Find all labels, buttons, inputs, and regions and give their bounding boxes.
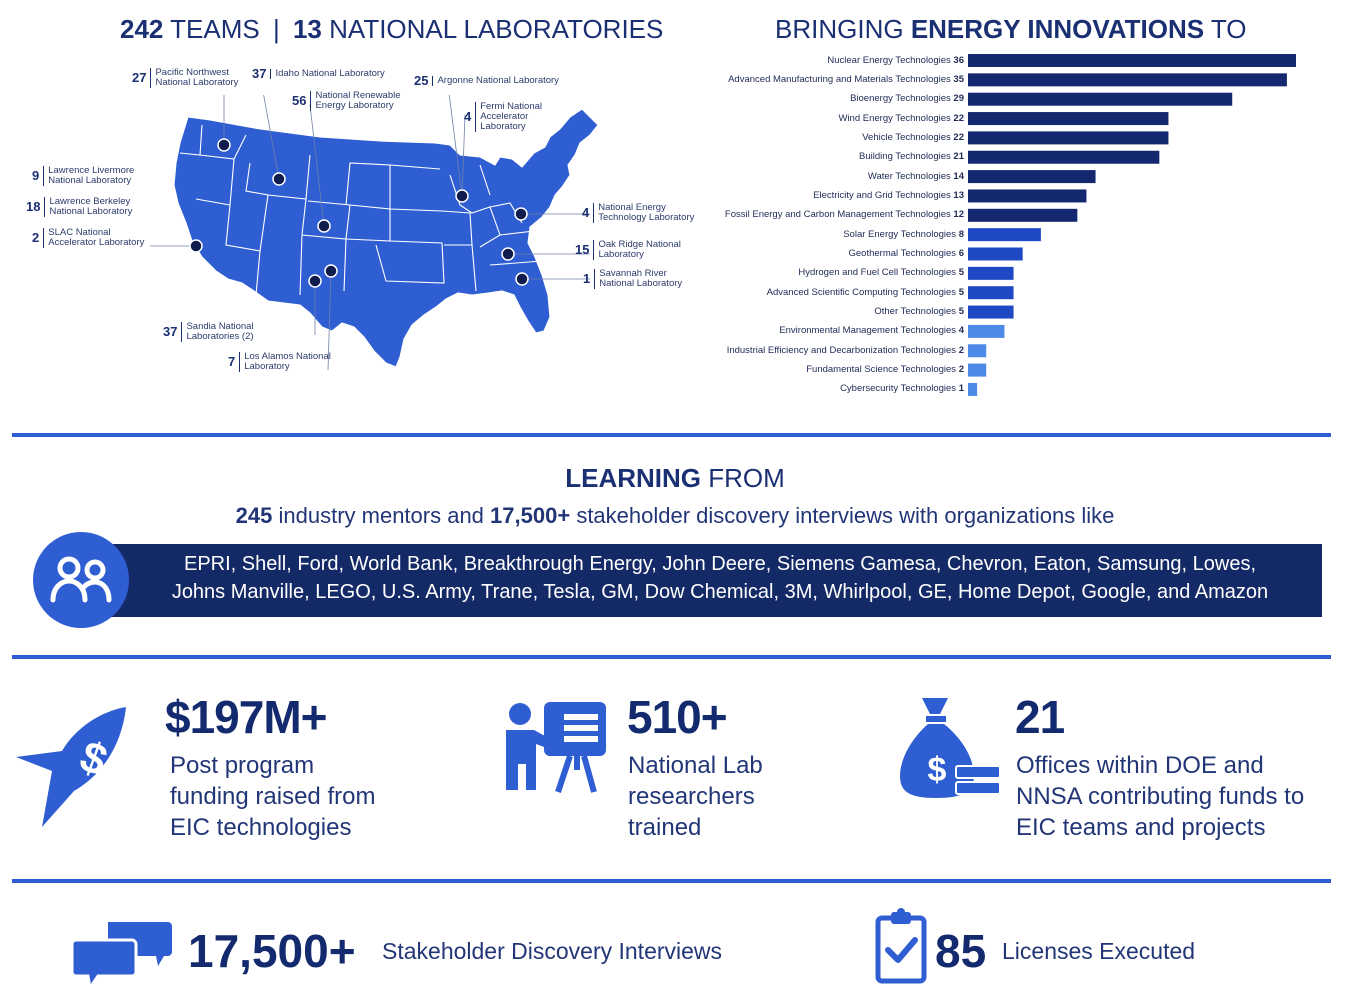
- clipboard-check-icon: [875, 908, 927, 984]
- bar-category-11: Hydrogen and Fuel Cell Technologies: [798, 267, 959, 279]
- bar-value-16: 2: [958, 364, 964, 376]
- bar-value-14: 4: [958, 325, 964, 337]
- divider-2: [12, 655, 1331, 659]
- bar-0: [968, 54, 1296, 67]
- chat-bubbles-icon: [72, 920, 172, 990]
- learning-title-rest: FROM: [708, 463, 785, 493]
- bar-category-14: Environmental Management Technologies: [779, 325, 959, 337]
- bar-category-1: Advanced Manufacturing and Materials Technologies: [728, 73, 954, 85]
- bar-11: [968, 267, 1014, 280]
- bar-value-4: 22: [953, 131, 964, 143]
- bar-category-7: Electricity and Grid Technologies: [813, 189, 954, 201]
- bar-3: [968, 112, 1168, 125]
- bar-label-1: [728, 74, 964, 85]
- licenses-value: 85: [935, 925, 987, 977]
- labs-count: 13: [292, 14, 322, 44]
- lab-label-argonne: 25 Argonne National Laboratory: [414, 73, 559, 88]
- mentors-text: industry mentors and: [278, 503, 484, 528]
- bar-category-17: Cybersecurity Technologies: [840, 383, 959, 395]
- money-bag-icon: [898, 696, 1003, 801]
- bar-17: [968, 383, 977, 396]
- stat-researchers-desc: National Lab researchers trained: [628, 752, 763, 841]
- interviews-count: 17,500+: [490, 503, 571, 528]
- marker-inl: [273, 173, 285, 185]
- lab-label-ornl: 15 Oak Ridge National Laboratory: [575, 240, 688, 260]
- marker-srnl: [516, 273, 528, 285]
- bar-label-12: [767, 287, 964, 298]
- bar-label-2: [850, 93, 964, 104]
- bar-value-15: 2: [958, 344, 964, 356]
- marker-pnnl: [218, 139, 230, 151]
- stat-offices-value: 21: [1015, 691, 1065, 743]
- learning-subtitle: [0, 503, 1350, 529]
- energy-header-bold: ENERGY INNOVATIONS: [910, 14, 1205, 44]
- bar-category-15: Industrial Efficiency and Decarbonization Technologies: [726, 344, 959, 356]
- bar-label-8: [725, 209, 964, 220]
- bar-1: [968, 73, 1287, 86]
- bar-4: [968, 131, 1168, 144]
- orgs-line-1: EPRI, Shell, Ford, World Bank, Breakthrough Energy, John Deere, Siemens Gamesa, Chevron, Eaton, Samsung, Lowes,: [183, 553, 1256, 575]
- stat-funding-desc: Post program funding raised from EIC technologies: [170, 752, 376, 841]
- svg-text:$: $: [927, 751, 947, 789]
- bar-13: [968, 306, 1014, 319]
- bar-category-10: Geothermal Technologies: [848, 248, 959, 259]
- lab-label-nrel: 56 National Renewable Energy Laboratory: [292, 91, 403, 111]
- bar-5: [968, 151, 1159, 164]
- bar-value-5: 21: [953, 151, 964, 163]
- bar-label-5: [859, 151, 964, 162]
- lab-label-sandia: 37 Sandia National Laboratories (2): [163, 322, 266, 342]
- bar-label-9: [843, 229, 964, 240]
- bar-category-4: Vehicle Technologies: [862, 131, 954, 143]
- bar-chart-labels: [700, 0, 964, 400]
- bar-value-2: 29: [953, 93, 964, 105]
- bar-value-6: 14: [953, 170, 964, 182]
- energy-header-prefix: BRINGING: [775, 14, 904, 44]
- svg-text:$: $: [73, 731, 114, 786]
- presenter-icon: [500, 700, 610, 795]
- lab-label-lbnl: 18 Lawrence Berkeley National Laboratory: [26, 197, 137, 217]
- divider-3: [12, 879, 1331, 883]
- bar-9: [968, 228, 1041, 241]
- divider-1: [12, 433, 1331, 437]
- interviews-value: 17,500+: [188, 925, 356, 977]
- bar-label-7: [813, 190, 964, 201]
- header-separator: |: [272, 14, 280, 44]
- marker-netl: [515, 208, 527, 220]
- licenses-label: Licenses Executed: [1002, 938, 1196, 964]
- interviews-text: stakeholder discovery interviews with organizations like: [576, 503, 1115, 528]
- bar-6: [968, 170, 1096, 183]
- bar-category-16: Fundamental Science Technologies: [806, 364, 959, 376]
- interviews-label: Stakeholder Discovery Interviews: [382, 938, 723, 964]
- bar-category-2: Bioenergy Technologies: [850, 93, 954, 105]
- bar-label-13: [874, 306, 964, 317]
- bar-2: [968, 93, 1232, 106]
- bar-category-6: Water Technologies: [867, 170, 954, 182]
- bar-label-3: [838, 113, 964, 124]
- bar-category-13: Other Technologies: [874, 306, 959, 318]
- bar-category-3: Wind Energy Technologies: [838, 112, 954, 124]
- bar-category-8: Fossil Energy and Carbon Management Technologies: [724, 209, 954, 221]
- marker-california: [190, 240, 202, 252]
- bar-value-10: 6: [958, 248, 964, 259]
- bar-value-8: 12: [953, 209, 964, 221]
- bar-value-3: 22: [953, 112, 964, 124]
- bar-14: [968, 325, 1004, 338]
- bar-value-7: 13: [953, 189, 964, 201]
- people-icon: [33, 532, 129, 628]
- mentors-count: 245: [235, 503, 273, 528]
- bar-category-5: Building Technologies: [859, 151, 954, 163]
- marker-nrel: [318, 220, 330, 232]
- lab-label-los-alamos: 7 Los Alamos National Laboratory: [228, 352, 334, 372]
- energy-header-suffix: TO: [1210, 14, 1247, 44]
- bar-15: [968, 344, 986, 357]
- labs-word: NATIONAL LABORATORIES: [329, 14, 664, 44]
- bar-value-12: 5: [958, 286, 964, 298]
- labs-header: [120, 14, 663, 45]
- bar-category-12: Advanced Scientific Computing Technologies: [766, 286, 959, 298]
- teams-count: 242: [120, 14, 164, 44]
- learning-title-bold: LEARNING: [565, 463, 701, 493]
- marker-sandia: [309, 275, 321, 287]
- lab-label-llnl: 9 Lawrence Livermore National Laboratory: [32, 165, 135, 186]
- bar-8: [968, 209, 1077, 222]
- bar-label-17: [840, 383, 964, 394]
- bar-label-16: [806, 364, 964, 375]
- stat-offices-desc: Offices within DOE and NNSA contributing funds to EIC teams and projects: [1016, 752, 1305, 841]
- bar-10: [968, 248, 1023, 261]
- bar-label-15: [727, 345, 964, 356]
- bar-value-11: 5: [958, 267, 964, 279]
- orgs-line-2: Johns Manville, LEGO, U.S. Army, Trane, Tesla, GM, Dow Chemical, 3M, Whirlpool, GE, Home Depot, Google, and Amazon: [171, 581, 1269, 603]
- bar-chart: [968, 0, 1308, 400]
- stat-researchers-value: 510+: [627, 691, 727, 743]
- rocket-dollar-icon: [14, 705, 134, 830]
- bar-12: [968, 286, 1014, 299]
- lab-label-slac: 2 SLAC National Accelerator Laboratory: [32, 228, 148, 248]
- bar-value-9: 8: [958, 228, 964, 240]
- lab-label-inl: 37 Idaho National Laboratory: [252, 66, 385, 81]
- marker-ornl: [502, 248, 514, 260]
- orgs-text: [130, 550, 1310, 606]
- lab-label-fermi: 4 Fermi National Accelerator Laboratory: [464, 102, 548, 132]
- bar-label-4: [862, 132, 964, 143]
- bar-value-1: 35: [953, 73, 964, 85]
- bar-label-14: [779, 325, 964, 336]
- marker-argonne: [456, 190, 468, 202]
- teams-word: TEAMS: [170, 14, 260, 44]
- marker-los-alamos: [325, 265, 337, 277]
- bar-16: [968, 364, 986, 377]
- bar-value-13: 5: [958, 306, 964, 318]
- people-icon-circle: [33, 532, 129, 628]
- stat-funding-value: $197M+: [165, 691, 327, 743]
- bar-label-0: [827, 55, 964, 66]
- bar-label-10: [849, 248, 965, 259]
- bar-category-9: Solar Energy Technologies: [843, 228, 959, 240]
- bar-value-0: 36: [953, 54, 964, 66]
- lab-label-pnnl: 27 Pacific Northwest National Laboratory: [132, 68, 245, 88]
- bar-value-17: 1: [958, 383, 964, 395]
- lab-label-srnl: 1 Savannah River National Laboratory: [583, 269, 689, 289]
- lab-label-netl: 4 National Energy Technology Laboratory: [582, 203, 698, 223]
- bar-7: [968, 189, 1086, 202]
- bar-label-6: [868, 171, 964, 182]
- bar-category-0: Nuclear Energy Technologies: [827, 54, 954, 66]
- learning-title: [0, 463, 1350, 494]
- bar-label-11: [798, 267, 964, 278]
